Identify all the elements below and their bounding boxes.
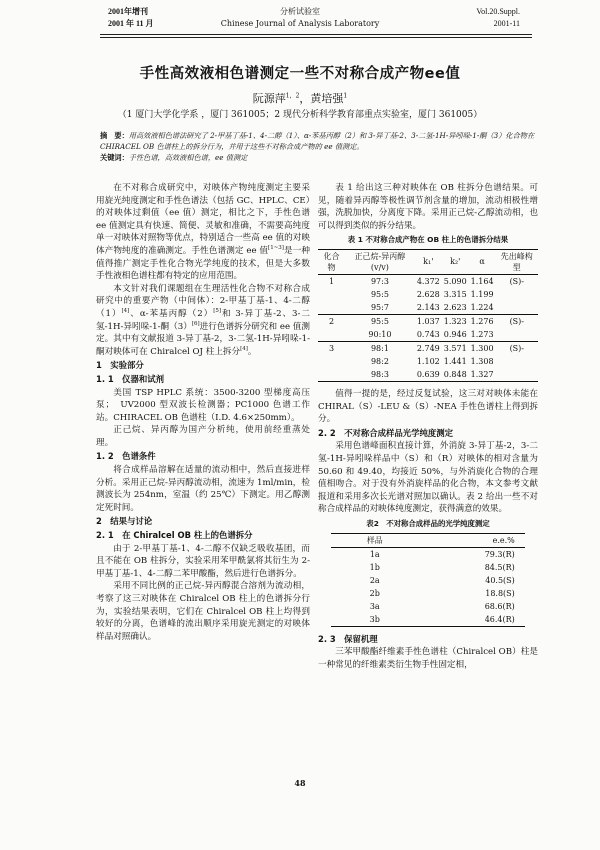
table-cell: 40.5(S) (485, 575, 515, 585)
table2 (331, 533, 525, 627)
page-number: 48 (294, 778, 306, 788)
right-column (318, 182, 538, 671)
table-cell: 3.315 (443, 289, 467, 299)
subsection-heading: 1. 1 仪器和试剂 (96, 373, 165, 384)
table-row (331, 561, 525, 574)
table-cell: 79.3(R) (484, 549, 515, 559)
keywords-text: 手性色谱，高效液相色谱，ee 值测定 (128, 153, 248, 162)
table-row (318, 355, 538, 368)
author-affil-mark: 1，2 (285, 92, 300, 100)
table-header-cell: 正己烷-异丙醇(v/v) (345, 249, 415, 274)
table-cell: 18.8(S) (485, 588, 515, 598)
header-right (476, 6, 520, 30)
table-cell: 4.372 (416, 276, 440, 286)
table-cell (318, 301, 345, 315)
header-volume: Vol.20.Suppl. (476, 7, 520, 16)
table-cell: 90:10 (368, 329, 392, 339)
table-cell: 1.102 (416, 356, 440, 366)
table-cell (318, 328, 345, 342)
text-run: 在不对称合成研究中，对映体产物纯度测定主要采用旋光纯度测定和手性色谱法（包括 GC、HPLC、CE）的对映体过剩值（ee 值）测定，相比之下，手性色谱 ee 值测定具有快速、简便、灵敏和准确，不需要高纯度单一对映体对照物等优点，特别适合一些高 ee 值的对映体产物纯度的准确测定。手性色谱测定 ee 值 (96, 183, 310, 256)
table-cell: 2b (369, 588, 380, 598)
author-affil-mark: 1 (343, 92, 348, 100)
table-header-row (331, 533, 525, 547)
table-header-cell: e.e.% (418, 533, 524, 547)
paragraph: 值得一提的是，经过反复试验，这三对对映体未能在 CHIRAL（S）-LEU &（S）-NEA 手性色谱柱上得到拆分。 (318, 388, 538, 425)
table-row (331, 574, 525, 587)
table2-caption: 表2 不对称合成样品的光学纯度测定 (366, 518, 490, 528)
header-rule-double (100, 37, 532, 38)
table-cell: 98:2 (370, 356, 389, 366)
paragraph: 将合成样品溶解在适量的流动相中，然后直接进样分析。采用正己烷-异丙醇流动相，流速为 1ml/min，检测波长为 254nm，室温（约 25℃）下测定。用乙醇测定死时间。 (96, 465, 310, 513)
table1 (318, 249, 538, 382)
section-heading: 2 结果与讨论 (96, 516, 153, 527)
table-cell: 3b (331, 613, 418, 627)
table-cell (496, 301, 538, 315)
keywords (100, 152, 536, 163)
table-cell (318, 288, 345, 301)
author-name: 阮源萍 (252, 92, 286, 105)
table-cell: 98:3 (345, 368, 415, 382)
authors (0, 90, 600, 106)
abstract-text: 用高效液相色谱法研究了 2-甲基丁基-1、4-二醇（1）、α-苯基丙醇（2）和 3-异丁基-2、3-二氢-1H-异吲哚-1-酮（3）化合物在 CHIRACEL OB 色谱柱上的拆分行为，并用于这些不对称合成产物的 ee 值测定。 (100, 131, 535, 151)
table-cell: 3a (369, 601, 380, 611)
header-issue: 2001年增刊 (108, 7, 148, 16)
table-cell: 1.308 (470, 356, 494, 366)
subsection-heading: 2. 2 不对称合成样品光学纯度测定 (318, 427, 454, 438)
table-cell: 2 (318, 314, 345, 328)
citation: [6] (191, 320, 200, 327)
left-column (96, 182, 310, 643)
table-row (318, 301, 538, 315)
header-year: 2001-11 (493, 19, 520, 28)
author-separator: ， (299, 92, 311, 105)
table-header-cell: 先出峰构型 (496, 249, 538, 274)
table-cell (496, 328, 538, 342)
paragraph (96, 182, 310, 283)
table-row (318, 341, 538, 355)
table-cell: 0.743 (416, 329, 440, 339)
subsection-heading: 2. 3 保留机理 (318, 633, 378, 644)
table-cell: 95:5 (370, 289, 389, 299)
author-name: 黄培强 (310, 92, 344, 105)
table-cell: (S)- (496, 341, 538, 355)
table-cell: 1.037 (415, 314, 442, 328)
citation: [4] (121, 308, 130, 315)
table-header-cell: 化合物 (318, 249, 345, 274)
citation: [5] (213, 308, 222, 315)
text-run: 、α-苯基丙醇（2） (129, 308, 214, 319)
text-run: 本文针对我们课题组在生理活性化合物不对称合成研究中的重要产物（中间体）：2-甲基丁基-1、4-二醇（1） (96, 283, 310, 319)
table-cell: 1.441 (443, 356, 467, 366)
abstract (100, 130, 536, 152)
table-cell: 3.571 (442, 341, 469, 355)
table-cell: 2.628 (416, 289, 440, 299)
paragraph: 三苯甲酸酯纤维素手性色谱柱（Chiralcel OB）柱是一种常见的纤维素类衍生物手性固定相， (318, 647, 538, 670)
table-row (331, 613, 525, 627)
table-cell: 1.323 (442, 314, 469, 328)
table-row (318, 274, 538, 288)
paragraph: 美国 TSP HPLC 系统：3500-3200 型梯度高压泵； UV2000 型双波长检测器；PC1000 色谱工作站。CHIRACEL OB 色谱柱（I.D. 4.6×250mm）。 (96, 387, 310, 423)
table-cell: 5.090 (443, 276, 467, 286)
subsection-heading: 2. 1 在 Chiralcel OB 柱上的色谱拆分 (96, 530, 253, 541)
subsection-heading: 1. 2 色谱条件 (96, 451, 156, 462)
journal-name-en: Chinese Journal of Analysis Laboratory (220, 19, 380, 28)
table1-caption: 表 1 不对称合成产物在 OB 柱上的色谱拆分结果 (347, 235, 509, 245)
table-cell: 2a (369, 575, 380, 585)
citation: [4] (240, 345, 248, 352)
table-cell: 95:5 (345, 314, 415, 328)
table-cell: 2.749 (415, 341, 442, 355)
table-header-cell: α (469, 249, 496, 274)
table-row (318, 368, 538, 382)
table-cell: 1.164 (470, 276, 494, 286)
table-cell: 0.946 (443, 329, 467, 339)
table-cell: 1 (328, 276, 335, 286)
paragraph: 采用不同比例的正己烷-异丙醇混合溶剂为流动相，考察了这三对映体在 Chiralcel OB 柱上的色谱拆分行为，实验结果表明，它们在 Chiralcel OB 柱上均得到较好的分离，色谱峰的流出顺序采用旋光测定的对映体样品对照确认。 (96, 581, 310, 642)
paper-title: 手性高效液相色谱测定一些不对称合成产物ee值 (139, 66, 461, 82)
text-run: 和 3-异丁基-2、3-二氢-1H-异吲哚-1-酮（3） (96, 308, 310, 332)
table-cell (496, 355, 538, 368)
table-row (331, 547, 525, 561)
table-cell: 1a (369, 549, 380, 559)
table-header-cell: k₂' (442, 249, 469, 274)
table-row (318, 288, 538, 301)
table-cell: 0.848 (442, 368, 469, 382)
table-cell: 1.327 (469, 368, 496, 382)
table-cell: (S)- (496, 314, 538, 328)
table-cell: 68.6(R) (484, 601, 515, 611)
abstract-block (100, 130, 536, 163)
paragraph: 正己烷、异丙醇为国产分析纯，使用前经重蒸处理。 (96, 425, 310, 448)
text-run: 是一种值得推广测定手性化合物光学纯度的技术，但是大多数手性液相色谱柱都有特定的应用范围。 (96, 245, 310, 282)
abstract-label: 摘 要： (100, 131, 129, 140)
paragraph: 由于 2-甲基丁基-1、4-二醇不仅缺乏吸收基团，而且不能在 OB 柱拆分，实验采用苯甲酰氯将其衍生为 2-甲基丁基-1、4-二醇二苯甲酸酯，然后进行色谱拆分。 (96, 543, 310, 579)
table-cell: 1.276 (469, 314, 496, 328)
table-cell: 1b (369, 562, 380, 572)
header-rule (100, 34, 532, 35)
section-heading: 1 实验部分 (96, 360, 144, 371)
table-cell: 1.273 (470, 329, 494, 339)
journal-name-cn: 分析试验室 (280, 7, 320, 16)
table-cell: 2.143 (416, 302, 440, 312)
table-cell: 46.4(R) (418, 613, 524, 627)
table-header-row (318, 249, 538, 274)
keywords-label: 关键词： (100, 153, 129, 162)
table-cell (318, 355, 345, 368)
paragraph: 采用色谱峰面积直接计算，外消旋 3-异丁基-2，3-二氢-1H-异吲哚样品中（S）和（R）对映体的相对含量为 50.60 和 49.40，均接近 50%，与外消旋化合物的合理值相吻合。对于没有外消旋样品的化合物，本文参考文献报道和采用多次长光谱对照加以确认。表 2 给出一些不对称合成样品的对映体纯度测定，获得满意的效果。 (318, 441, 538, 515)
table-cell (318, 368, 345, 382)
table-cell (496, 288, 538, 301)
table-cell: 3 (318, 341, 345, 355)
affiliation: （1 厦门大学化学系 ，厦门 361005；2 现代分析科学教育部重点实验室，厦门 361005） (117, 110, 483, 120)
table-cell: 1.300 (469, 341, 496, 355)
table-cell: (S)- (509, 276, 524, 286)
table-cell: 1.224 (470, 302, 494, 312)
table-cell: 95:7 (370, 302, 389, 312)
paragraph: 表 1 给出这三种对映体在 OB 柱拆分色谱结果。可见，随着异丙醇等极性调节剂含量的增加，流动相极性增强，洗脱加快，分离度下降。采用正己烷-乙醇流动相，也可以得到类似的拆分结果。 (318, 183, 538, 231)
text-run: 进行色谱拆分研究和 ee 值测定。其中有文献报道 3-异丁基-2，3-二氢-1H-异吲哚-1-酮对映体可在 Chiralcel OJ 柱上拆分 (96, 321, 310, 357)
table-cell: 0.639 (415, 368, 442, 382)
table-cell: 1.199 (470, 289, 494, 299)
paragraph (96, 283, 310, 359)
table-cell (496, 368, 538, 382)
header-date: 2001 年 11 月 (108, 19, 154, 28)
table-cell: 2.623 (443, 302, 467, 312)
text-run: 。 (247, 346, 257, 357)
table-row (318, 328, 538, 342)
table-header-cell: 样品 (331, 533, 418, 547)
table-header-cell: k₁' (415, 249, 442, 274)
table-cell: 97:3 (370, 276, 389, 286)
table-row (331, 600, 525, 613)
table-cell: 84.5(R) (484, 562, 515, 572)
citation: [1~3] (268, 245, 284, 252)
table-row (331, 587, 525, 600)
table-cell: 98:1 (345, 341, 415, 355)
table-row (318, 314, 538, 328)
